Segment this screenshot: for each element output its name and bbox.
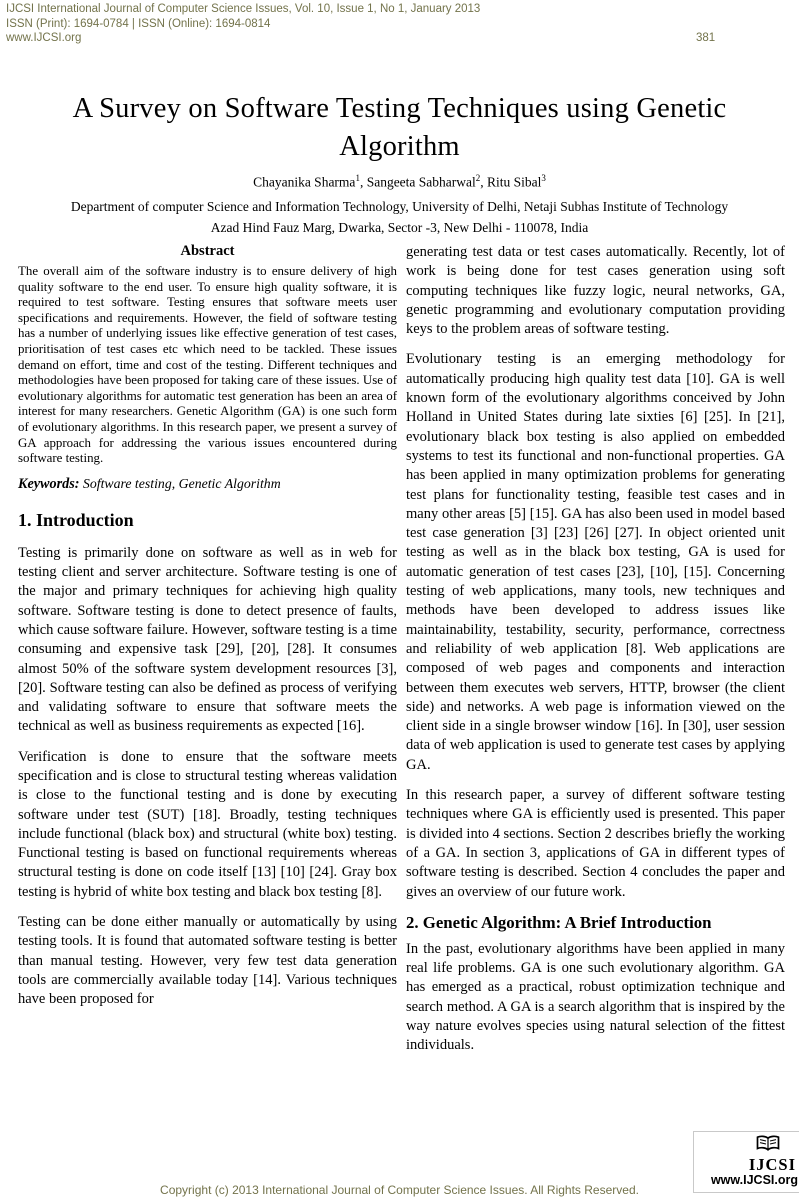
author-2: Sangeeta Sabharwal	[366, 174, 476, 190]
abstract-text: The overall aim of the software industry is to ensure delivery of high quality software to the end user. To ensure high quality software, it is required to test software. Testing ensures that software meets user specifications and requirements. However, the field of software testing has a number of underlying issues like effective generation of test cases, prioritisation of test cases etc which need to be tackled. These issues demand on effort, time and cost of the testing. Different techniques and methodologies have been proposed for taking care of these issues. Use of evolutionary algorithms for automatic test generation has been an area of interest for many researchers. Genetic Algorithm (GA) is one such form of evolutionary algorithms. In this research paper, we present a survey of GA approach for addressing the various issues encountered during software testing.	[18, 264, 397, 466]
journal-line: IJCSI International Journal of Computer Science Issues, Vol. 10, Issue 1, No 1, January 2013	[6, 3, 481, 15]
author-separator: ,	[359, 174, 367, 190]
author-3-sup: 3	[541, 173, 546, 183]
affiliation	[0, 196, 799, 239]
paragraph: Testing is primarily done on software as well as in web for testing client and server architecture. Software testing is one of the major and primary techniques for achieving high quality software. Software testing is done to detect presence of faults, which cause software failure. However, software testing is a time consuming and expensive task [29], [20], [28]. It consumes almost 50% of the software system development resources [3], [20]. Software testing can also be defined as process of verifying and validating software to ensure that software meets the technical as well as business requirements as expected [16].	[18, 544, 397, 735]
ijcsi-logo-text: IJCSI	[748, 1155, 796, 1174]
paragraph: Testing can be done either manually or automatically by using testing tools. It is found that automated software testing is better than manual testing. However, very few test data generation tools are commercially available today [14]. Various techniques have been proposed for	[18, 914, 397, 1008]
author-1: Chayanika Sharma	[253, 174, 356, 190]
issn-line: ISSN (Print): 1694-0784 | ISSN (Online): 1694-0814	[6, 17, 271, 30]
keywords-label: Keywords:	[18, 475, 80, 492]
left-column	[18, 243, 397, 1067]
affiliation-line-2: Azad Hind Fauz Marg, Dwarka, Sector -3, New Delhi - 110078, India	[210, 220, 589, 235]
paragraph: In this research paper, a survey of different software testing techniques where GA is efficiently used is presented. This paper is divided into 4 sections. Section 2 describes briefly the working of a GA. In section 3, applications of GA in different types of software testing is described. Section 4 concludes the paper and gives an overview of our future work.	[406, 787, 785, 900]
section-2-heading: 2. Genetic Algorithm: A Brief Introduction	[406, 912, 712, 932]
author-1-sup: 1	[355, 173, 360, 183]
journal-site-link: www.IJCSI.org	[6, 32, 82, 44]
copyright-line: Copyright (c) 2013 International Journal of Computer Science Issues. All Rights Reserved.	[160, 1183, 639, 1197]
keywords-line	[18, 476, 397, 493]
section-1-heading: 1. Introduction	[18, 509, 134, 530]
affiliation-line-1: Department of computer Science and Information Technology, University of Delhi, Netaji Subhas Institute of Technology	[70, 198, 729, 214]
ijcsi-logo-site: www.IJCSI.org	[710, 1173, 798, 1187]
running-header	[6, 2, 793, 46]
paragraph: Evolutionary testing is an emerging methodology for automatically producing high quality test data [10]. GA is well known form of the evolutionary algorithms conceived by John Holland in United States during late sixties [6] [25]. In [21], evolutionary black box testing is also applied on embedded systems to test its functional and non-functional properties. GA has been applied in many optimization problems for generating test plans for functionality testing, feasible test cases and in many other areas [5] [15]. GA has also been used in model based test case generation [3] [23] [26] [27]. In object oriented unit testing as well as in the black box testing, GA is used for automatic generation of test cases [23], [10], [15]. Concerning testing of web applications, many tools, new techniques and methods have been developed to address issues like maintainability, testability, security, performance, correctness and reliability of web application [8]. Web applications are composed of web pages and components and interaction between them executes web servers, HTTP, browser (the client side) and networks. A web page is information viewed on the client side in a single browser window [16]. In [30], user session data of web application is used to generate test cases by applying GA.	[406, 351, 785, 773]
author-separator: ,	[480, 174, 488, 190]
paper-title: A Survey on Software Testing Techniques using Genetic Algorithm	[72, 93, 727, 162]
open-book-icon	[756, 1135, 780, 1157]
paragraph: Verification is done to ensure that the software meets specification and is close to structural testing whereas validation is close to the functional testing and is done by executing software under test (SUT) [18]. Broadly, testing techniques include functional (black box) and structural (white box) testing. Functional testing is based on functional requirements whereas structural testing is done on code itself [13] [10] [24]. Gray box testing is hybrid of white box testing and black box testing [8].	[18, 748, 397, 900]
keywords-text: Software testing, Genetic Algorithm	[79, 475, 281, 491]
paragraph: generating test data or test cases automatically. Recently, lot of work is being done for test cases generation using soft computing techniques like fuzzy logic, neural networks, GA, genetic programming and evolutionary computation providing keys to the problem areas of software testing.	[406, 244, 785, 338]
author-2-sup: 2	[475, 173, 481, 183]
page-number: 381	[696, 32, 716, 44]
paragraph: In the past, evolutionary algorithms have been applied in many real life problems. GA is one such evolutionary algorithm. GA has emerged as a practical, robust optimization technique and search method. A GA is a search algorithm that is inspired by the way nature evolves species using natural selection of the fittest individuals.	[406, 940, 785, 1054]
author-3: Ritu Sibal	[487, 174, 542, 190]
title-block	[0, 90, 799, 239]
article-body	[18, 243, 785, 1067]
author-line	[0, 173, 799, 191]
abstract-heading: Abstract	[180, 243, 235, 259]
right-column	[406, 243, 785, 1067]
